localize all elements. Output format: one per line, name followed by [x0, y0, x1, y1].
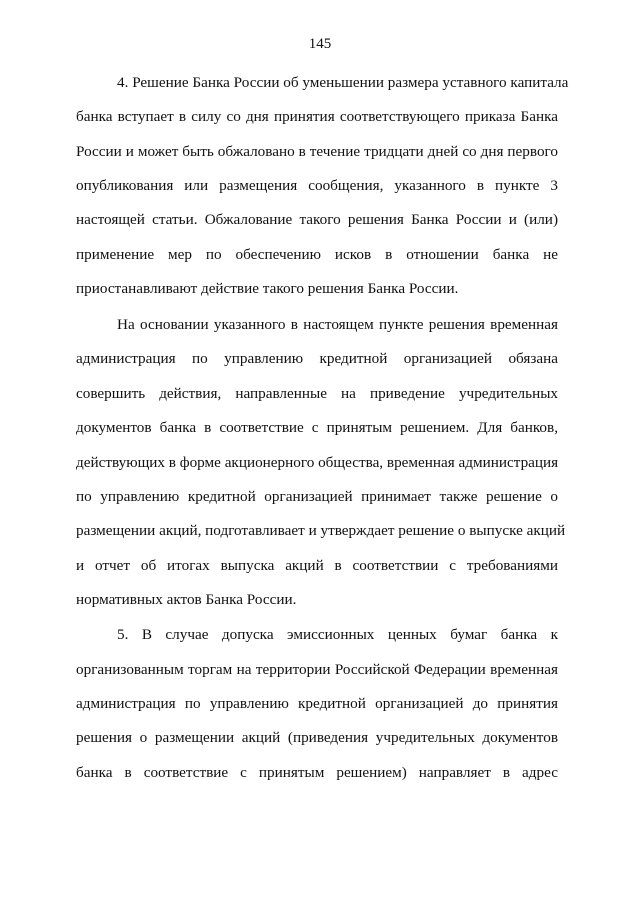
- text-line: действующих в форме акционерного общества, временная администрация: [76, 454, 559, 471]
- text-line: настоящей статьи. Обжалование такого решения Банка России и (или): [76, 211, 558, 228]
- text-line: На основании указанного в настоящем пункте решения временная: [117, 316, 558, 333]
- text-line: документов банка в соответствие с принятым решением. Для банков,: [76, 419, 558, 436]
- text-line: размещении акций, подготавливает и утверждает решение о выпуске акций: [76, 522, 566, 539]
- text-line: приостанавливают действие такого решения Банка России.: [76, 280, 459, 297]
- text-line: применение мер по обеспечению исков в отношении банка не: [76, 246, 558, 263]
- text-line: 4. Решение Банка России об уменьшении размера уставного капитала: [117, 74, 569, 91]
- text-line: организованным торгам на территории Российской Федерации временная: [76, 661, 558, 678]
- text-line: по управлению кредитной организацией принимает также решение о: [76, 488, 558, 505]
- text-line: администрация по управлению кредитной организацией до принятия: [76, 695, 558, 712]
- text-line: администрация по управлению кредитной организацией обязана: [76, 350, 558, 367]
- text-line: России и может быть обжаловано в течение тридцати дней со дня первого: [76, 143, 558, 160]
- text-line: нормативных актов Банка России.: [76, 591, 297, 608]
- text-line: опубликования или размещения сообщения, указанного в пункте 3: [76, 177, 558, 194]
- text-line: совершить действия, направленные на приведение учредительных: [76, 385, 558, 402]
- text-line: 5. В случае допуска эмиссионных ценных бумаг банка к: [117, 626, 558, 643]
- text-line: решения о размещении акций (приведения учредительных документов: [76, 729, 558, 746]
- page-number: 145: [308, 36, 332, 52]
- text-line: банка вступает в силу со дня принятия соответствующего приказа Банка: [76, 108, 558, 125]
- text-line: и отчет об итогах выпуска акций в соответствии с требованиями: [76, 557, 558, 574]
- text-line: банка в соответствие с принятым решением) направляет в адрес: [76, 764, 558, 781]
